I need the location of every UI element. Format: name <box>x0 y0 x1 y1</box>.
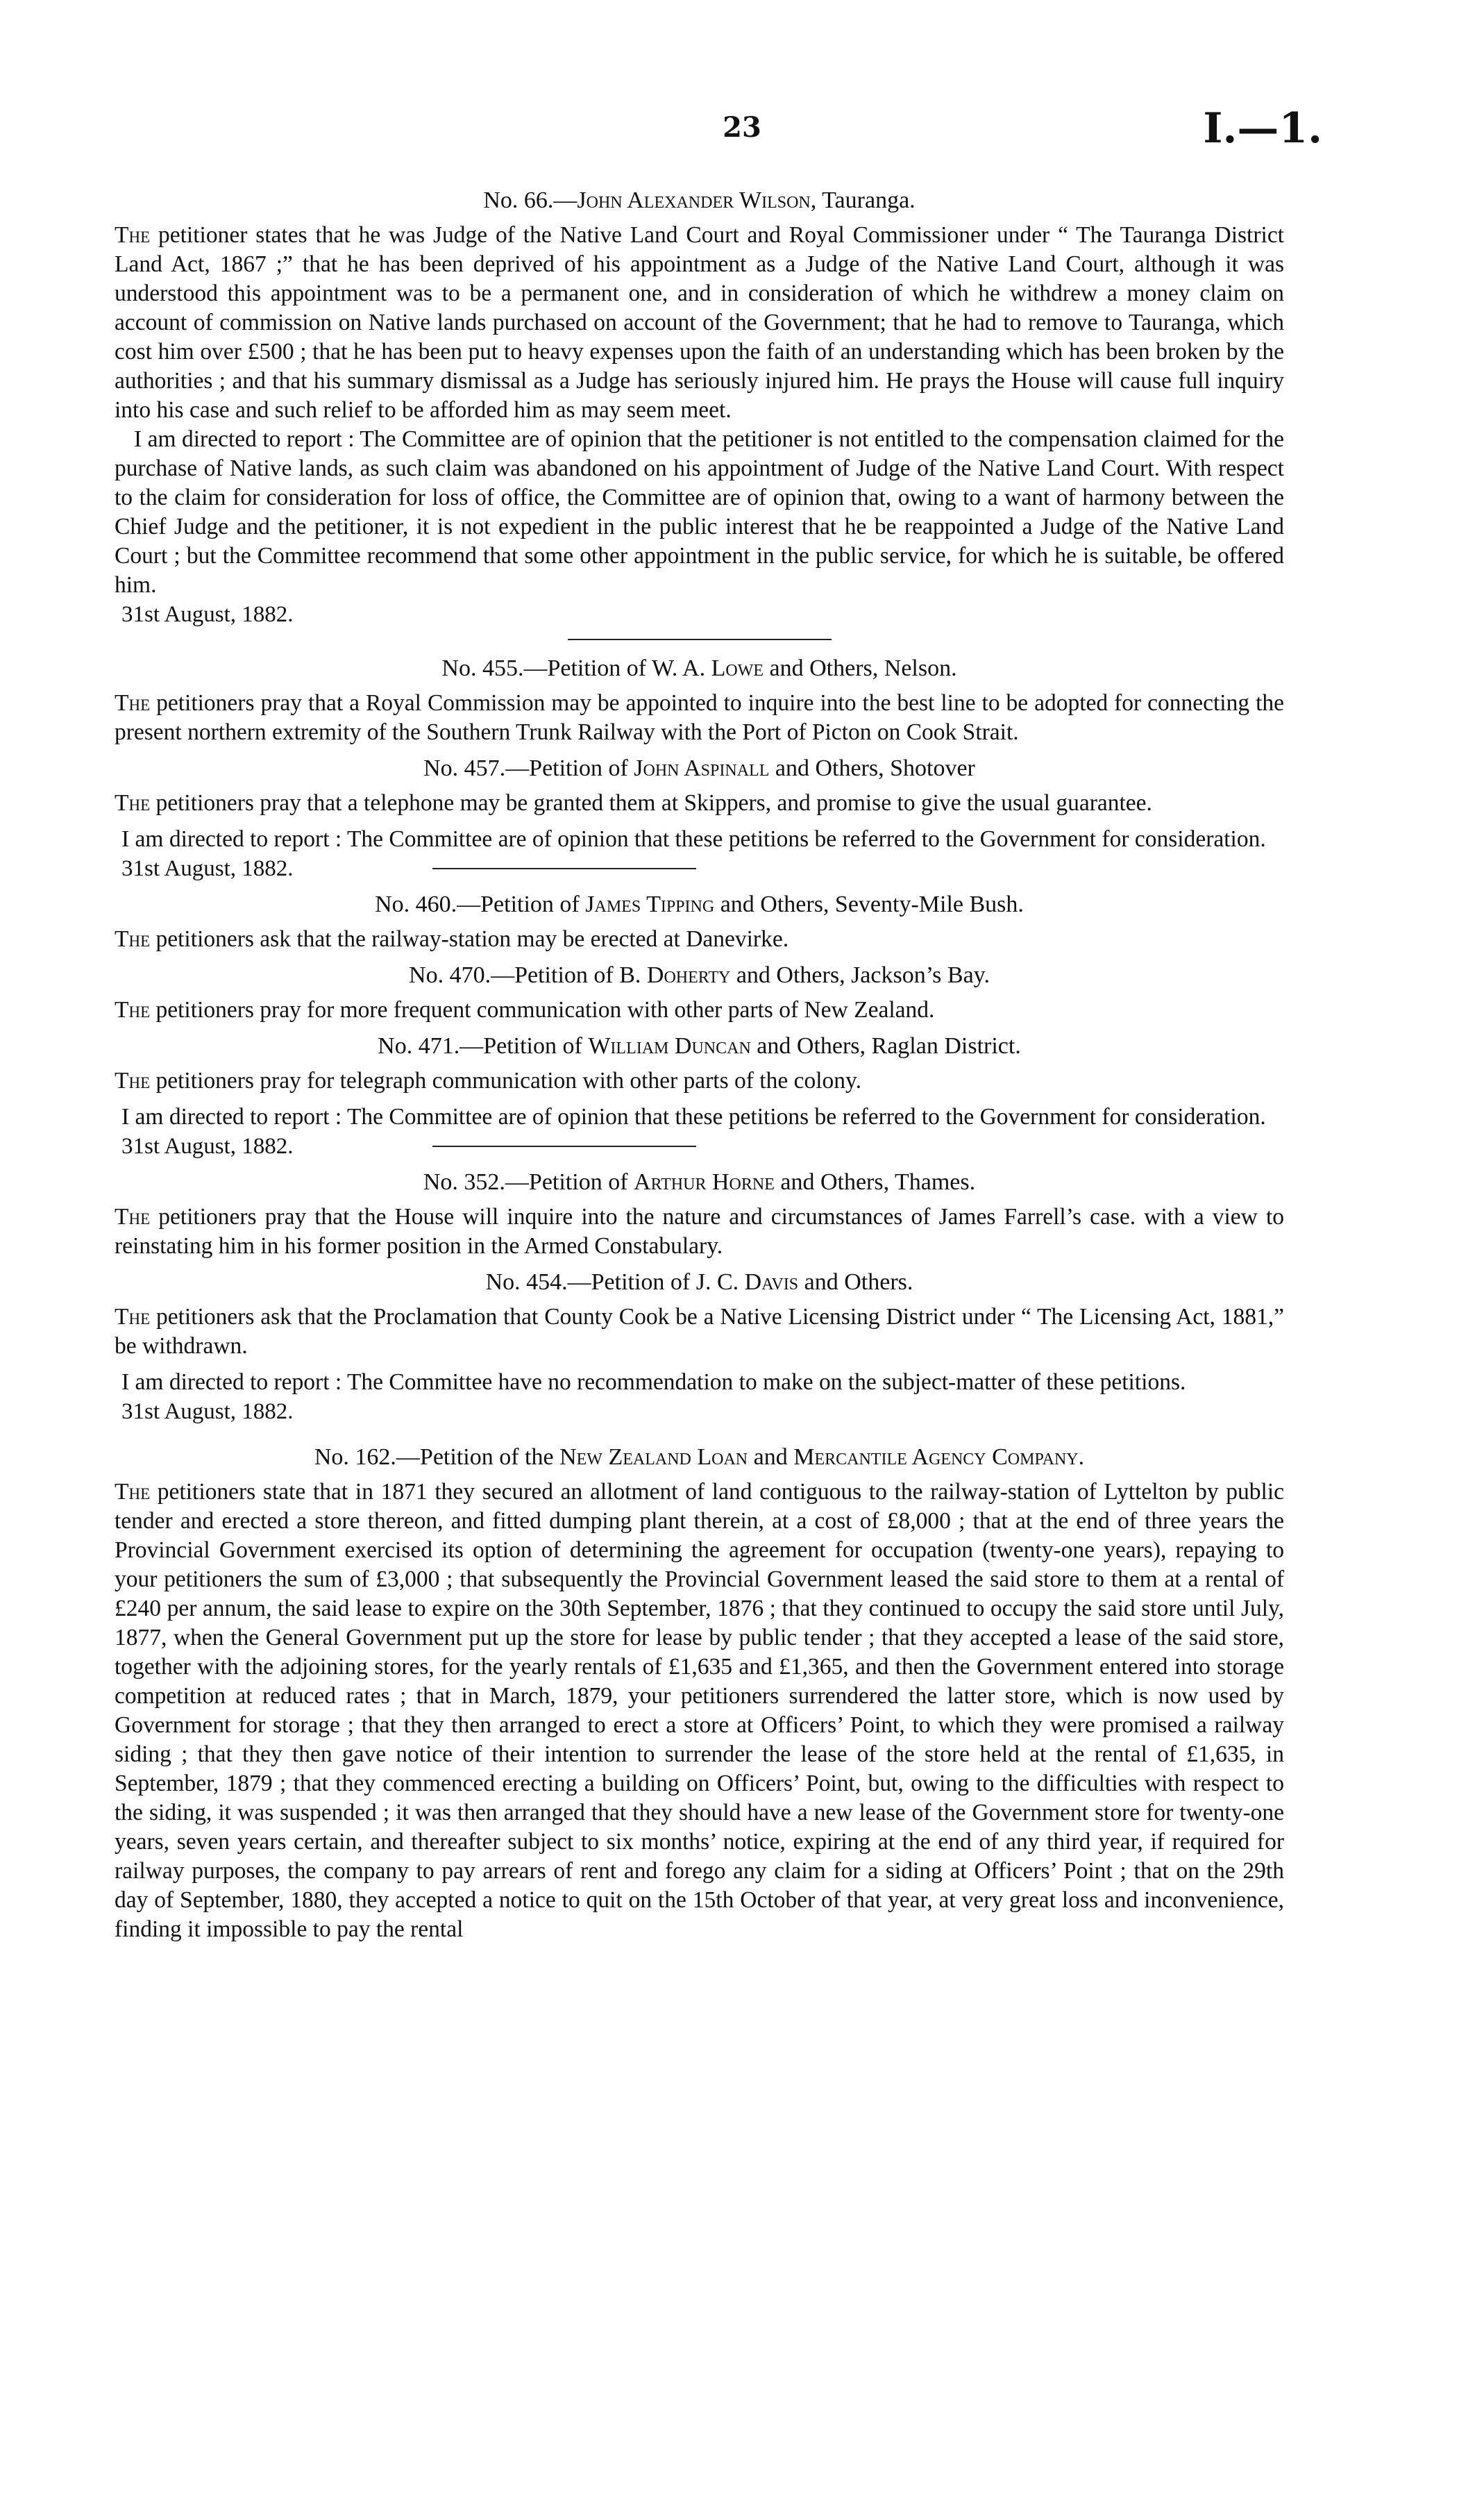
date-row-471 <box>115 1132 1284 1161</box>
petitioner-name: John Aspinall <box>634 755 770 781</box>
petition-text-460: The petitioners ask that the railway-station may be erected at Danevirke. <box>115 926 789 952</box>
report-date-66: 31st August, 1882. <box>121 602 294 627</box>
petition-heading-471: No. 471.—Petition of William Duncan and Others, Raglan District. <box>378 1033 1021 1059</box>
petition-text-352: The petitioners pray that the House will inquire into the nature and circumstances of James Farrell’s case. with a view to reinstating him in his former position in the Armed Constabulary. <box>115 1204 1284 1259</box>
petitioner-name: Arthur Horne <box>634 1169 775 1195</box>
petitioner-name: John Alexander Wilson <box>577 187 811 213</box>
section-divider <box>432 1146 696 1147</box>
document-reference: I.—1. <box>1203 104 1322 153</box>
petition-heading-454: No. 454.—Petition of J. C. Davis and Others. <box>485 1269 913 1295</box>
petitioner-name: Doherty <box>646 962 731 988</box>
committee-report-66: I am directed to report : The Committee are of opinion that the petitioner is not entitled to the compensation claimed for the purchase of Native lands, as such claim was abandoned on his appointment of Judge of the Native Land Court. With respect to the claim for consideration for loss of office, the Committee are of opinion that, owing to a want of harmony between the Chief Judge and the petitioner, it is not expedient in the public interest that he be reappointed a Judge of the Native Land Court ; but the Committee recommend that some other appointment in the public service, for which he is suitable, be offered him. <box>115 426 1284 598</box>
petition-heading-162: No. 162.—Petition of the New Zealand Loan and Mercantile Agency Company. <box>314 1444 1085 1470</box>
page-number: 23 <box>723 111 761 144</box>
petition-text-66: The petitioner states that he was Judge of the Native Land Court and Royal Commissioner under “ The Tauranga District Land Act, 1867 ;” that he has been deprived of his appointment as a Judge of the Native Land Court, although it was understood this appointment was to be a permanent one, and in consideration of which he withdrew a money claim on account of commission on Native lands purchased on account of the Government; that he had to remove to Tauranga, which cost him over £500 ; that he has been put to heavy expenses upon the faith of an understanding which has been broken by the authorities ; and that his summary dismissal as a Judge has seriously injured him. He prays the House will cause full inquiry into his case and such relief to be afforded him as may seem meet. <box>115 222 1284 423</box>
report-date-471: 31st August, 1882. <box>121 1134 294 1159</box>
petition-text-162: The petitioners state that in 1871 they secured an allotment of land contiguous to the railway-station of Lyttelton by public tender and erected a store thereon, and fitted dumping plant therein, at a cost of £8,000 ; that at the end of three years the Provincial Government exercised its option of determining the agreement for occupation (twenty-one years), repaying to your petitioners the sum of £3,000 ; that subsequently the Provincial Government leased the said store to them at a rental of £240 per annum, the said lease to expire on the 30th September, 1876 ; that they continued to occupy the said store until July, 1877, when the General Government put up the store for lease by public tender ; that they accepted a lease of the said store, together with the adjoining stores, for the yearly rentals of £1,635 and £1,365, and then the Government entered into storage competition at reduced rates ; that in March, 1879, your petitioners surrendered the latter store, which is now used by Government for storage ; that they then arranged to erect a store at Officers’ Point, to which they were promised a railway siding ; that they then gave notice of their intention to surrender the lease of the store held at the rental of £1,635, in September, 1879 ; that they commenced erecting a building on Officers’ Point, but, owing to the difficulties with respect to the siding, it was suspended ; it was then arranged that they should have a new lease of the Government store for twenty-one years, seven years certain, and thereafter subject to six months’ notice, expiring at the end of any third year, if required for railway purposes, the company to pay arrears of rent and forego any claim for a siding at Officers’ Point ; that on the 29th day of September, 1880, they accepted a notice to quit on the 15th October of that year, at very great loss and inconvenience, finding it impossible to pay the rental <box>115 1479 1284 1942</box>
petitioner-name-2: Mercantile Agency Company <box>793 1444 1079 1470</box>
petition-heading-460: No. 460.—Petition of James Tipping and Others, Seventy-Mile Bush. <box>375 892 1024 917</box>
report-date-454: 31st August, 1882. <box>121 1399 294 1424</box>
petition-heading-352: No. 352.—Petition of Arthur Horne and Others, Thames. <box>423 1169 976 1195</box>
petitioner-name: Davis <box>744 1269 799 1295</box>
petitioner-name: New Zealand Loan <box>559 1444 748 1470</box>
petition-text-455: The petitioners pray that a Royal Commission may be appointed to inquire into the best line to be adopted for connecting the present northern extremity of the Southern Trunk Railway with the Port of Picton on Cook Strait. <box>115 690 1284 745</box>
petition-text-471: The petitioners pray for telegraph communication with other parts of the colony. <box>115 1068 861 1094</box>
petitioner-name: James Tipping <box>585 892 715 917</box>
committee-report-457: I am directed to report : The Committee are of opinion that these petitions be referred to the Government for consideration. <box>121 826 1266 852</box>
petition-text-457: The petitioners pray that a telephone may be granted them at Skippers, and promise to give the usual guarantee. <box>115 790 1152 816</box>
petition-heading-457: No. 457.—Petition of John Aspinall and Others, Shotover <box>423 755 975 781</box>
date-row-457 <box>115 854 1284 883</box>
committee-report-454: I am directed to report : The Committee have no recommendation to make on the subject-matter of these petitions. <box>121 1369 1186 1395</box>
petition-heading-470: No. 470.—Petition of B. Doherty and Others, Jackson’s Bay. <box>409 962 990 988</box>
petition-text-470: The petitioners pray for more frequent communication with other parts of New Zealand. <box>115 997 935 1023</box>
petition-heading-455: No. 455.—Petition of W. A. Lowe and Others, Nelson. <box>441 655 957 681</box>
report-date-457: 31st August, 1882. <box>121 856 294 881</box>
petition-heading-66: No. 66.—John Alexander Wilson, Tauranga. <box>483 187 916 213</box>
petition-text-454: The petitioners ask that the Proclamation that County Cook be a Native Licensing District under “ The Licensing Act, 1881,” be withdrawn. <box>115 1304 1284 1359</box>
section-divider <box>568 639 832 640</box>
section-divider <box>432 868 696 869</box>
document-body <box>115 179 1284 1944</box>
petitioner-name: Lowe <box>711 655 764 681</box>
committee-report-471: I am directed to report : The Committee are of opinion that these petitions be referred to the Government for consideration. <box>121 1104 1266 1130</box>
petitioner-name: William Duncan <box>588 1033 751 1059</box>
